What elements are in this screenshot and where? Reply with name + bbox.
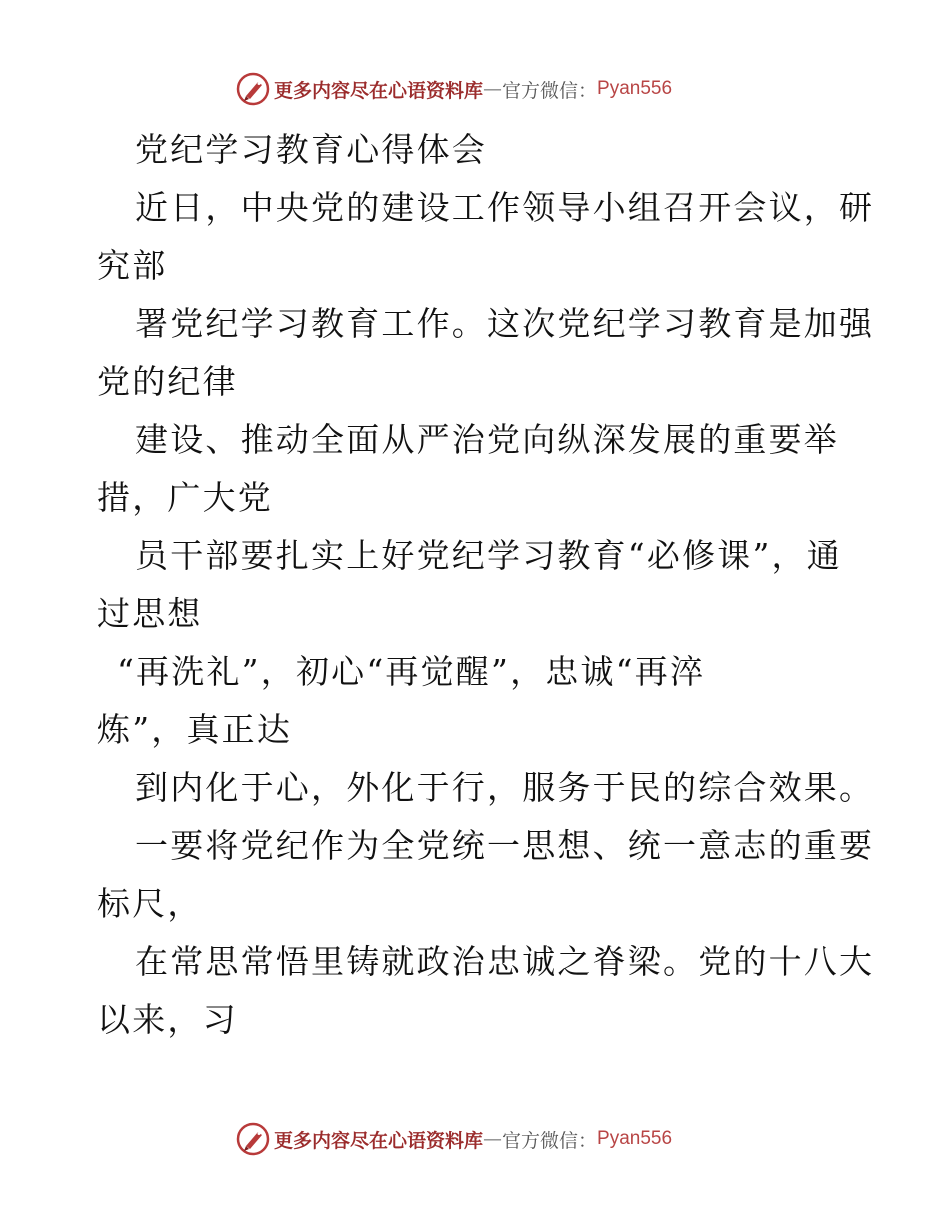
document-body	[97, 121, 875, 1049]
doc-line: 党的纪律	[97, 362, 238, 401]
doc-line: 措，广大党	[97, 478, 273, 517]
doc-line: 员干部要扎实上好党纪学习教育“必修课”，通	[135, 536, 842, 575]
doc-line: 在常思常悟里铸就政治忠诚之脊梁。党的十八大	[135, 942, 875, 981]
doc-line: 过思想	[97, 594, 203, 633]
watermark-main-text: 更多内容尽在心语资料库	[274, 79, 484, 102]
header-watermark	[236, 72, 672, 106]
watermark-wechat-id: Pyan556	[597, 1128, 673, 1149]
watermark-dash: —	[483, 1128, 503, 1150]
doc-line: 近日，中央党的建设工作领导小组召开会议，研	[135, 188, 875, 227]
footer-watermark	[236, 1122, 672, 1156]
pen-logo-icon	[236, 1122, 270, 1156]
doc-line: 到内化于心，外化于行，服务于民的综合效果。	[135, 768, 875, 807]
doc-line: 以来，习	[97, 1000, 238, 1039]
doc-line: 究部	[97, 246, 168, 285]
doc-line: 一要将党纪作为全党统一思想、统一意志的重要	[135, 826, 875, 865]
watermark-label: 官方微信：	[502, 1129, 598, 1152]
watermark-wechat-id: Pyan556	[597, 78, 673, 99]
doc-line: “再洗礼”，初心“再觉醒”，忠诚“再淬	[117, 652, 706, 691]
watermark-label: 官方微信：	[502, 79, 598, 102]
doc-line: 署党纪学习教育工作。这次党纪学习教育是加强	[135, 304, 875, 343]
pen-logo-icon	[236, 72, 270, 106]
doc-title: 党纪学习教育心得体会	[135, 130, 487, 169]
watermark-main-text: 更多内容尽在心语资料库	[274, 1129, 484, 1152]
watermark-dash: —	[483, 78, 503, 100]
doc-line: 炼”，真正达	[97, 710, 293, 749]
doc-line: 建设、推动全面从严治党向纵深发展的重要举	[135, 420, 839, 459]
doc-line: 标尺，	[97, 884, 203, 923]
